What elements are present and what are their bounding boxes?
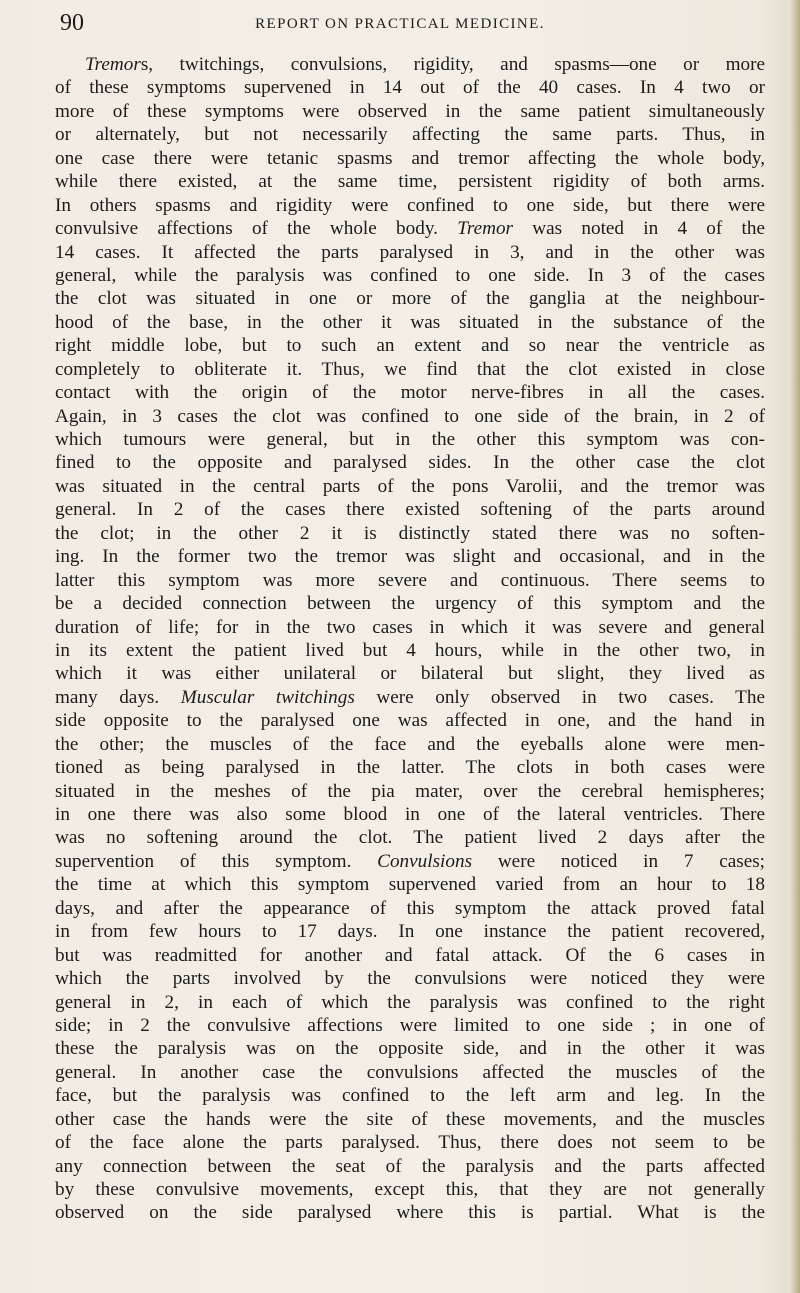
text-line: was situated in the central parts of the pons Varolii, and the tremor was [55,475,765,497]
text-line: in from few hours to 17 days. In one instance the patient recovered, [55,921,765,943]
text-line: general, while the paralysis was confined to one side. In 3 of the cases [55,264,765,286]
text-line: but was readmitted for another and fatal attack. Of the 6 cases in [55,944,765,966]
text-line: which tumours were general, but in the other this symptom was con- [55,429,765,450]
text-line: was no softening around the clot. The patient lived 2 days after the [55,827,765,849]
text-line: 14 cases. It affected the parts paralysed in 3, and in the other was [55,241,765,263]
text-line: while there existed, at the same time, persistent rigidity of both arms. [55,171,765,193]
text-line: supervention of this symptom. Convulsions were noticed in 7 cases; [55,850,766,872]
text-line: general. In 2 of the cases there existed softening of the parts around [55,499,765,521]
text-line: in one there was also some blood in one of the lateral ventricles. There [55,804,765,825]
text-line: right middle lobe, but to such an extent and so near the ventricle as [55,335,765,357]
italic-term: Convulsions [377,850,473,872]
text-line: many days. Muscular twitchings were only observed in two cases. The [55,686,765,708]
text-line: general in 2, in each of which the paralysis was confined to the right [55,991,765,1013]
text-line: be a decided connection between the urgency of this symptom and the [55,593,765,615]
running-head: REPORT ON PRACTICAL MEDICINE. [255,16,545,32]
text-line: the other; the muscles of the face and the eyeballs alone were men- [55,733,765,755]
text-line: contact with the origin of the motor nerve-fibres in all the cases. [55,382,765,404]
text-line: which it was either unilateral or bilateral but slight, they lived as [55,663,765,685]
page-number: 90 [60,10,84,36]
italic-term: Tremor [457,218,514,240]
text-line: days, and after the appearance of this symptom the attack proved fatal [55,897,765,919]
text-line: more of these symptoms were observed in the same patient simultaneously [55,100,765,122]
text-line: in its extent the patient lived but 4 hours, while in the other two, in [55,639,765,661]
italic-term: Muscular twitchings [180,686,355,708]
text-line: by these convulsive movements, except this, that they are not generally [55,1179,765,1200]
text-line: convulsive affections of the whole body. Tremor was noted in 4 of the [55,218,765,240]
text-line: Tremors, twitchings, convulsions, rigidity, and spasms—one or more [85,54,765,75]
text-line: Again, in 3 cases the clot was confined to one side of the brain, in 2 of [55,405,765,427]
text-line: In others spasms and rigidity were confined to one side, but there were [55,194,765,216]
text-line: other case the hands were the site of these movements, and the muscles [55,1108,765,1130]
text-line: which the parts involved by the convulsions were noticed they were [55,968,765,990]
italic-term: Tremor [85,54,141,75]
text-line: situated in the meshes of the pia mater, over the cerebral hemispheres; [55,780,765,802]
text-line: completely to obliterate it. Thus, we find that the clot existed in close [55,358,765,380]
text-line: or alternately, but not necessarily affecting the same parts. Thus, in [55,124,765,146]
text-line: tioned as being paralysed in the latter. The clots in both cases were [55,757,765,779]
text-line: general. In another case the convulsions affected the muscles of the [55,1061,765,1083]
text-line: fined to the opposite and paralysed sides. In the other case the clot [55,452,765,474]
text-line: any connection between the seat of the paralysis and the parts affected [55,1155,765,1177]
text-line: of these symptoms supervened in 14 out of the 40 cases. In 4 two or [55,77,765,99]
text-line: hood of the base, in the other it was situated in the substance of the [55,311,765,333]
text-line: the clot; in the other 2 it is distinctly stated there was no soften- [55,522,765,544]
text-line: side; in 2 the convulsive affections were limited to one side ; in one of [55,1014,765,1036]
text-line: ing. In the former two the tremor was slight and occasional, and in the [55,546,765,568]
text-line: of the face alone the parts paralysed. Thus, there does not seem to be [55,1132,765,1154]
text-line: latter this symptom was more severe and continuous. There seems to [55,569,765,591]
text-line: the clot was situated in one or more of the ganglia at the neighbour- [55,288,765,310]
page-edge-shadow [790,0,800,1293]
text-line: these the paralysis was on the opposite side, and in the other it was [55,1038,765,1060]
body-paragraph [55,53,765,1225]
text-line: duration of life; for in the two cases in which it was severe and general [55,616,765,638]
text-line: observed on the side paralysed where this is partial. What is the [55,1202,765,1224]
text-line: one case there were tetanic spasms and tremor affecting the whole body, [55,147,765,169]
text-line: face, but the paralysis was confined to the left arm and leg. In the [55,1085,765,1107]
text-line: the time at which this symptom supervened varied from an hour to 18 [55,874,765,896]
text-line: side opposite to the paralysed one was affected in one, and the hand in [55,710,765,732]
